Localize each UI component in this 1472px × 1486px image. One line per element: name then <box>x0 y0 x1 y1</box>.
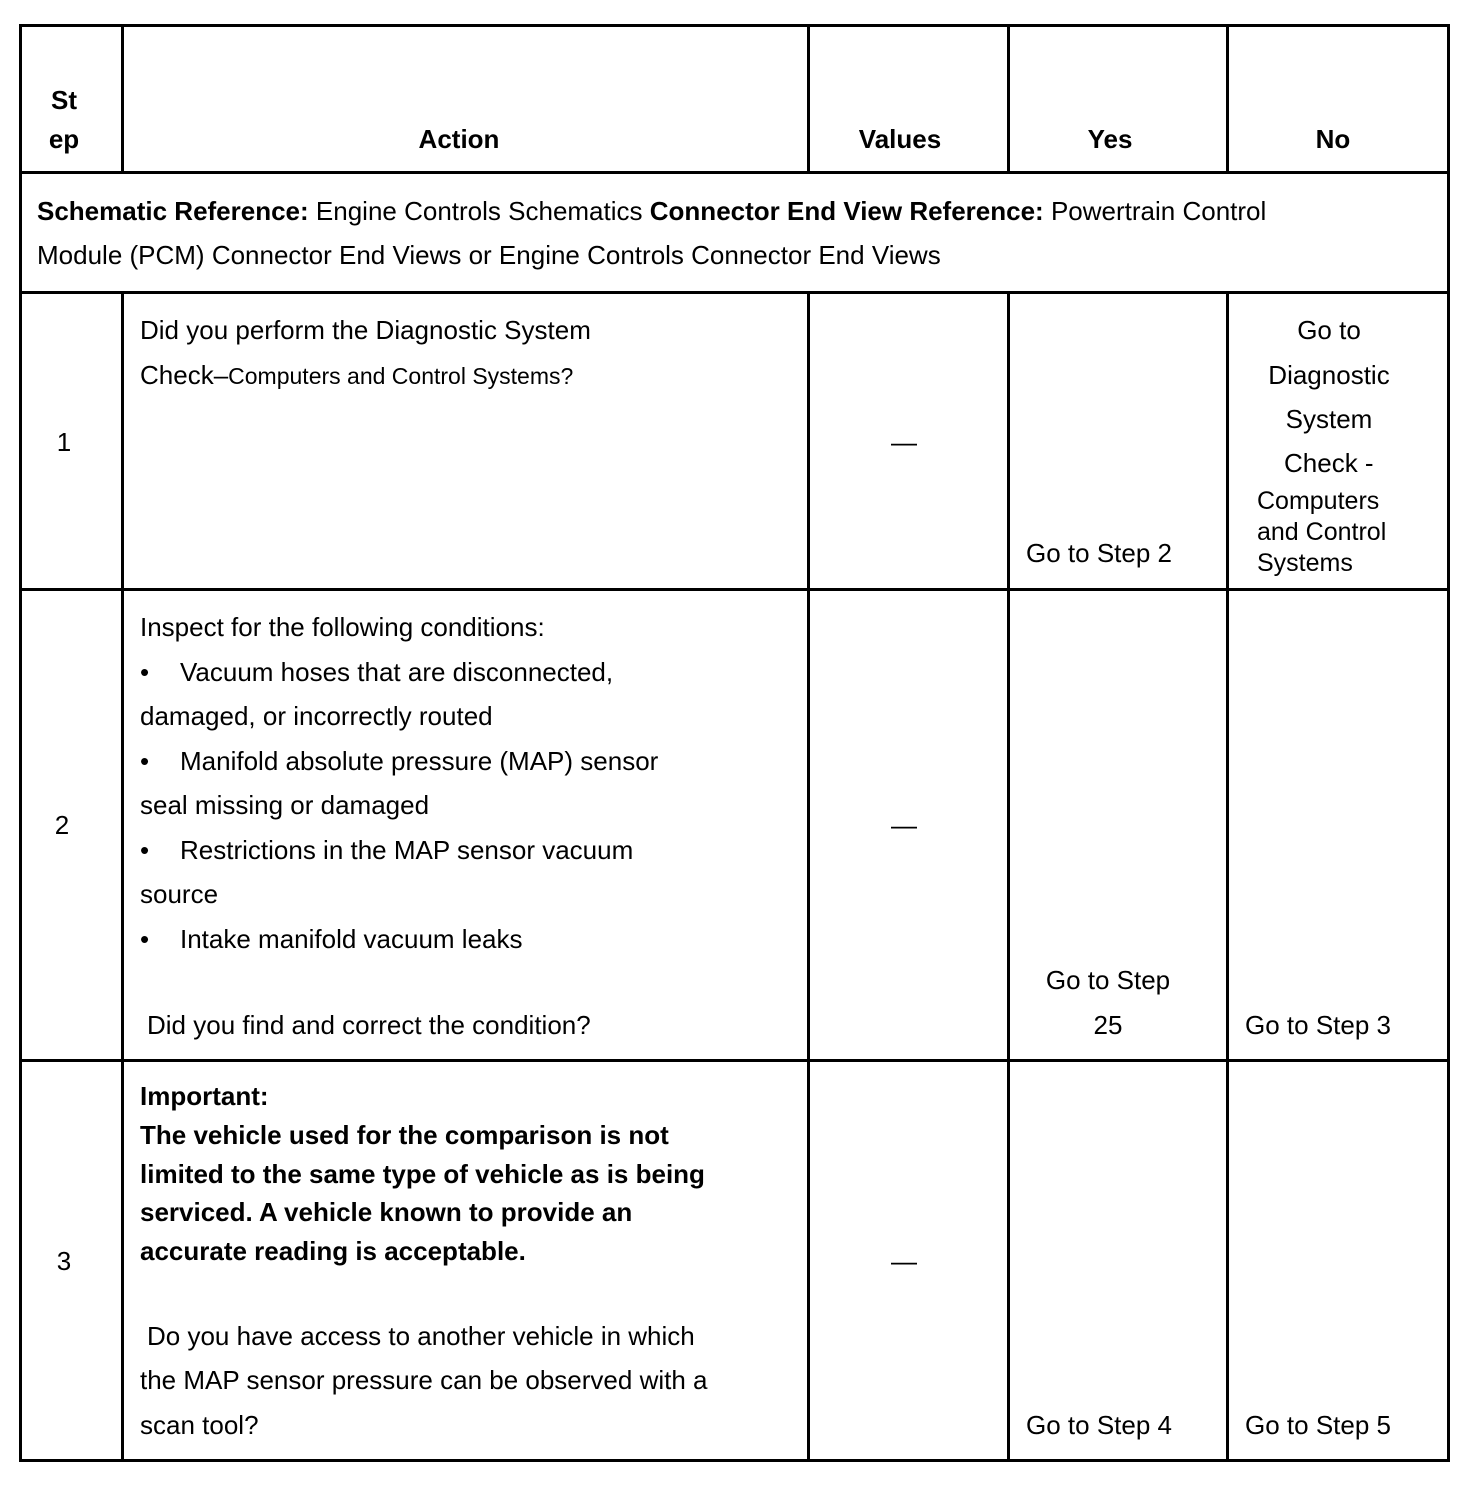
no-result-line: Go to <box>1297 315 1361 345</box>
value-dash: — <box>891 810 917 840</box>
bullet-glyph: • <box>140 657 150 687</box>
bullet-text: Intake manifold vacuum leaks <box>180 924 523 954</box>
action-question-line: scan tool? <box>140 1410 259 1440</box>
header-yes: Yes <box>1087 124 1133 154</box>
step-number: 3 <box>56 1246 72 1276</box>
important-line: serviced. A vehicle known to provide an <box>140 1197 633 1227</box>
bullet-text: Restrictions in the MAP sensor vacuum <box>180 835 634 865</box>
bullet-continuation: seal missing or damaged <box>140 790 430 820</box>
yes-result-line: 25 <box>1093 1010 1123 1040</box>
table-border-right <box>1447 24 1450 1462</box>
no-result: Go to Step 3 <box>1245 1010 1391 1040</box>
col-divider-values <box>1007 291 1010 1462</box>
reference-divider <box>19 291 1450 294</box>
action-line <box>140 353 573 399</box>
action-question-line: Do you have access to another vehicle in which <box>147 1321 695 1351</box>
header-step-line-2: ep <box>48 124 80 154</box>
bullet-text: Manifold absolute pressure (MAP) sensor <box>180 746 659 776</box>
connector-reference-label: Connector End View Reference: <box>649 196 1044 226</box>
table-border-top <box>19 24 1450 27</box>
row-1-divider <box>19 588 1450 591</box>
yes-result: Go to Step 2 <box>1026 538 1172 568</box>
action-text-small: Computers and Control Systems? <box>228 363 574 389</box>
bullet-text: Vacuum hoses that are disconnected, <box>180 657 614 687</box>
no-result-line: Diagnostic <box>1268 360 1390 390</box>
schematic-reference-text: Engine Controls Schematics <box>315 196 643 226</box>
reference-line-2: Module (PCM) Connector End Views or Engine Controls Connector End Views <box>37 240 941 270</box>
header-step-line-1: St <box>51 85 77 115</box>
row-2-divider <box>19 1059 1450 1062</box>
important-line: The vehicle used for the comparison is not <box>140 1120 669 1150</box>
header-values: Values <box>858 124 942 154</box>
action-intro: Inspect for the following conditions: <box>140 612 545 642</box>
no-result-line: Computers <box>1257 487 1380 515</box>
no-result-line: System <box>1285 404 1373 434</box>
col-divider-step <box>121 291 124 1462</box>
value-dash: — <box>891 1246 917 1276</box>
bullet-glyph: • <box>140 746 150 776</box>
bullet-glyph: • <box>140 924 150 954</box>
connector-reference-text: Powertrain Control <box>1050 196 1267 226</box>
important-line: accurate reading is acceptable. <box>140 1236 526 1266</box>
bullet-continuation: damaged, or incorrectly routed <box>140 701 493 731</box>
header-no: No <box>1315 124 1351 154</box>
step-number: 2 <box>54 810 70 840</box>
important-label: Important: <box>140 1081 269 1111</box>
schematic-reference-label: Schematic Reference: <box>37 196 309 226</box>
step-number: 1 <box>56 427 72 457</box>
bullet-item <box>140 650 613 695</box>
no-result: Go to Step 5 <box>1245 1410 1391 1440</box>
bullet-continuation: source <box>140 879 219 909</box>
header-action: Action <box>418 124 500 154</box>
no-result-line: Systems <box>1257 549 1353 577</box>
action-question: Did you find and correct the condition? <box>147 1010 591 1040</box>
reference-line-1 <box>37 189 1266 234</box>
col-divider-yes <box>1226 291 1229 1462</box>
action-question-line: the MAP sensor pressure can be observed with a <box>140 1365 708 1395</box>
value-dash: — <box>891 427 917 457</box>
action-line: Did you perform the Diagnostic System <box>140 315 591 345</box>
action-text: Check– <box>140 360 229 390</box>
table-border-left <box>19 24 22 1462</box>
yes-result-line: Go to Step <box>1045 965 1171 995</box>
col-divider-action <box>807 291 810 1462</box>
bullet-item <box>140 828 633 873</box>
yes-result: Go to Step 4 <box>1026 1410 1172 1440</box>
important-line: limited to the same type of vehicle as is being <box>140 1159 705 1189</box>
bullet-item <box>140 739 658 784</box>
bullet-glyph: • <box>140 835 150 865</box>
no-result-line: and Control <box>1257 518 1387 546</box>
header-divider <box>19 171 1450 174</box>
table-border-bottom <box>19 1459 1450 1462</box>
bullet-item <box>140 917 523 962</box>
no-result-line: Check - <box>1284 448 1374 478</box>
